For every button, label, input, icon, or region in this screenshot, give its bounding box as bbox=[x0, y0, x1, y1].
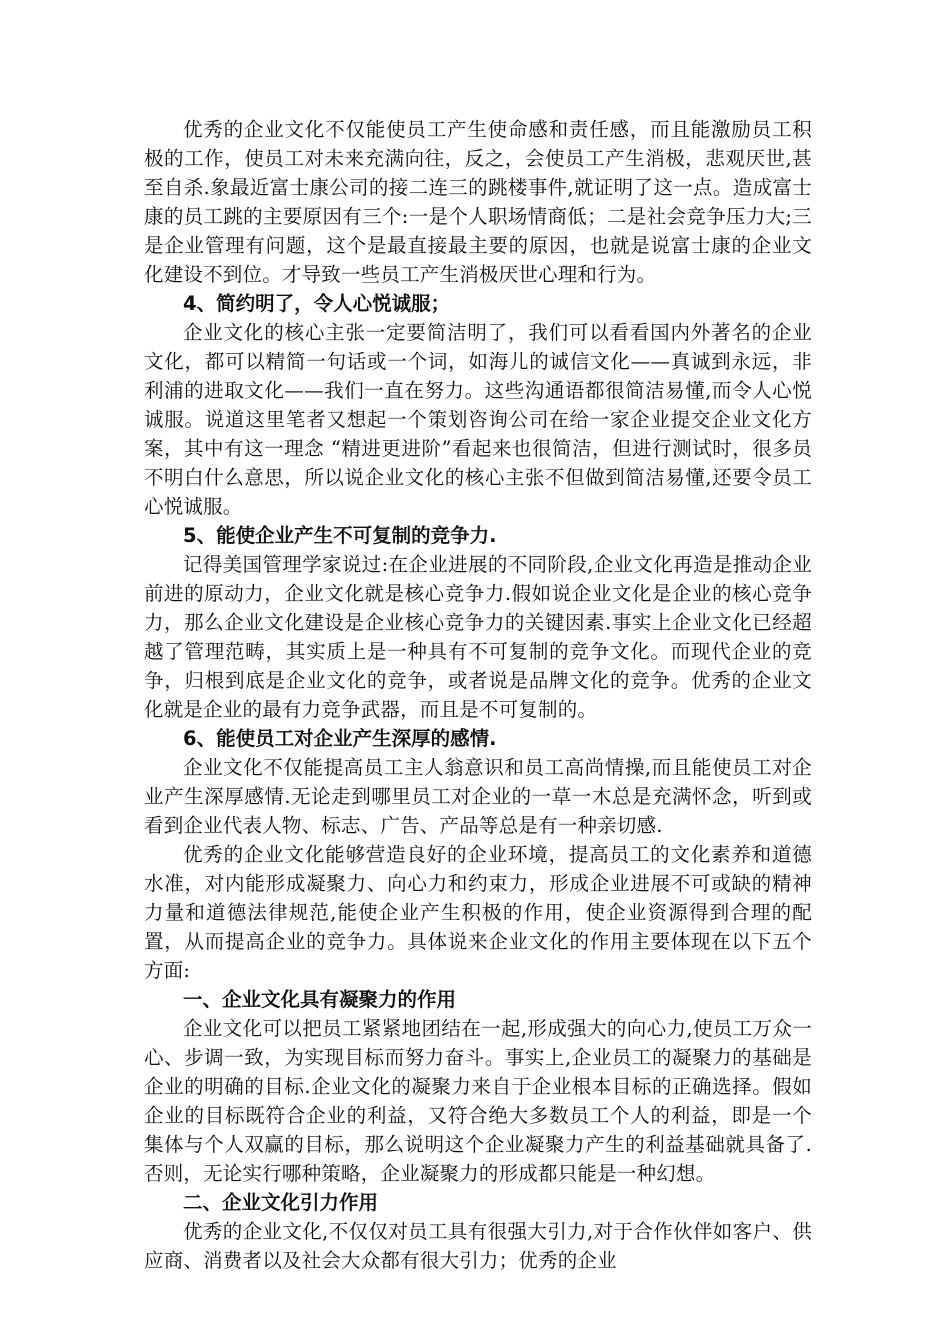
paragraph: 优秀的企业文化能够营造良好的企业环境，提高员工的文化素养和道德水准，对内能形成凝聚力、向心力和约束力，形成企业进展不可或缺的精神力量和道德法律规范,能使企业产生积极的作用，使企业资源得到合理的配置，从而提高企业的竞争力。具体说来企业文化的作用主要体现在以下五个方面: bbox=[144, 843, 812, 982]
paragraph: 企业文化不仅能提高员工主人翁意识和员工高尚情操,而且能使员工对企业产生深厚感情.无论走到哪里员工对企业的一草一木总是充满怀念，听到或看到企业代表人物、标志、广告、产品等总是有一种亲切感. bbox=[144, 756, 812, 837]
paragraph: 企业文化可以把员工紧紧地团结在一起,形成强大的向心力,使员工万众一心、步调一致，为实现目标而努力奋斗。事实上,企业员工的凝聚力的基础是企业的明确的目标.企业文化的凝聚力来自于企业根本目标的正确选择。假如企业的目标既符合企业的利益，又符合绝大多数员工个人的利益，即是一个集体与个人双赢的目标，那么说明这个企业凝聚力产生的利益基础就具备了.否则，无论实行哪种策略，企业凝聚力的形成都只能是一种幻想。 bbox=[144, 1017, 812, 1185]
section-heading: 4、简约明了，令人心悦诚服； bbox=[183, 292, 451, 315]
section-heading: 一、企业文化具有凝聚力的作用 bbox=[183, 988, 457, 1011]
section-heading: 二、企业文化引力作用 bbox=[183, 1191, 379, 1214]
paragraph: 记得美国管理学家说过:在企业进展的不同阶段,企业文化再造是推动企业前进的原动力，企业文化就是核心竞争力.假如说企业文化是企业的核心竞争力，那么企业文化建设是企业核心竞争力的关键因素.事实上企业文化已经超越了管理范畴，其实质上是一种具有不可复制的竞争文化。而现代企业的竞争，归根到底是企业文化的竞争，或者说是品牌文化的竞争。优秀的企业文化就是企业的最有力竞争武器，而且是不可复制的。 bbox=[144, 553, 812, 721]
paragraph: 优秀的企业文化,不仅仅对员工具有很强大引力,对于合作伙伴如客户、供应商、消费者以及社会大众都有很大引力；优秀的企业 bbox=[144, 1220, 812, 1272]
section-heading: 6、能使员工对企业产生深厚的感情. bbox=[183, 727, 497, 750]
section-heading: 5、能使企业产生不可复制的竞争力. bbox=[183, 524, 497, 547]
document-body bbox=[144, 115, 812, 1275]
paragraph: 企业文化的核心主张一定要简洁明了，我们可以看看国内外著名的企业文化，都可以精简一句话或一个词，如海儿的诚信文化——真诚到永远，非利浦的进取文化——我们一直在努力。这些沟通语都很简洁易懂,而令人心悦诚服。说道这里笔者又想起一个策划咨询公司在给一家企业提交企业文化方案，其中有这一理念 “精进更进阶”看起来也很简洁，但进行测试时，很多员不明白什么意思，所以说企业文化的核心主张不但做到简洁易懂,还要令员工心悦诚服。 bbox=[144, 321, 812, 518]
paragraph: 优秀的企业文化不仅能使员工产生使命感和责任感，而且能激励员工积极的工作，使员工对未来充满向往，反之，会使员工产生消极，悲观厌世,甚至自杀.象最近富士康公司的接二连三的跳楼事件,就证明了这一点。造成富士康的员工跳的主要原因有三个:一是个人职场情商低；二是社会竞争压力大;三是企业管理有问题，这个是最直接最主要的原因，也就是说富士康的企业文化建设不到位。才导致一些员工产生消极厌世心理和行为。 bbox=[144, 118, 812, 286]
